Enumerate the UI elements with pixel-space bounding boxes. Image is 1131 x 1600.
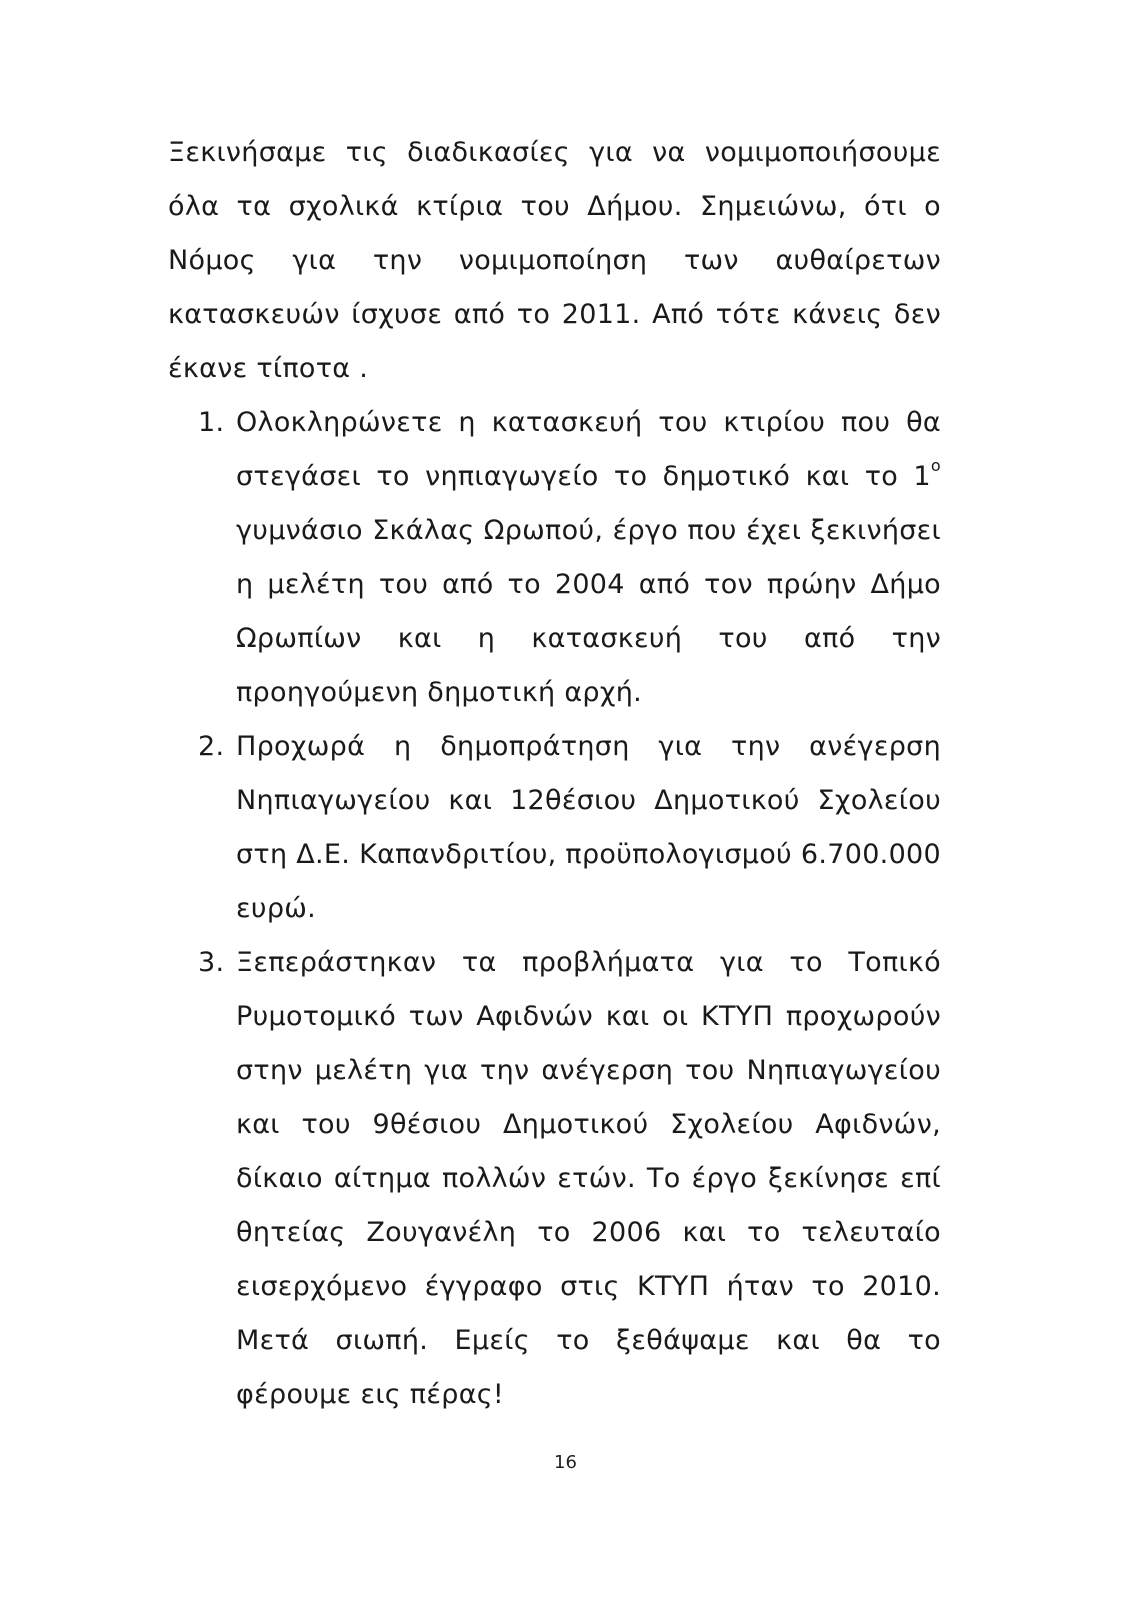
list-item [168,720,941,936]
list-item-text: Ξεπεράστηκαν τα προβλήματα για το Τοπικό Ρυμοτομικό των Αφιδνών και οι ΚΤΥΠ προχωρούν στην μελέτη για την ανέγερση του Νηπιαγωγείου και του 9θέσιου Δημοτικού Σχολείου Αφιδνών, δίκαιο αίτημα πολλών ετών. Το έργο ξεκίνησε επί θητείας Ζουγανέλη το 2006 και το τελευταίο εισερχόμενο έγγραφο στις ΚΤΥΠ ήταν το 2010. Μετά σιωπή. Εμείς το ξεθάψαμε και θα το φέρουμε εις πέρας! [236,947,941,1410]
list-item [168,936,941,1422]
superscript-ordinal: ο [930,456,941,475]
page-number: 16 [554,1452,577,1473]
list-item-text [236,396,941,720]
list-item-number: 2. [198,731,225,762]
numbered-list [168,396,941,1422]
list-item-text-part: Ολοκληρώνετε η κατασκευή του κτιρίου που θα στεγάσει το νηπιαγωγείο το δημοτικό και το 1 [236,407,941,492]
list-item-text-part: γυμνάσιο Σκάλας Ωρωπού, έργο που έχει ξεκινήσει η μελέτη του από το 2004 από τον πρώην Δήμο Ωρωπίων και η κατασκευή του από την προηγούμενη δημοτική αρχή. [236,515,941,708]
list-item-text: Προχωρά η δημοπράτηση για την ανέγερση Νηπιαγωγείου και 12θέσιου Δημοτικού Σχολείου στη Δ.Ε. Καπανδριτίου, προϋπολογισμού 6.700.000 ευρώ. [236,731,941,924]
list-item-number: 3. [198,947,225,978]
page-body [168,126,941,1422]
list-item [168,396,941,720]
list-item-number: 1. [198,407,225,438]
intro-paragraph: Ξεκινήσαμε τις διαδικασίες για να νομιμοποιήσουμε όλα τα σχολικά κτίρια του Δήμου. Σημειώνω, ότι ο Νόμος για την νομιμοποίηση των αυθαίρετων κατασκευών ίσχυσε από το 2011. Από τότε κάνεις δεν έκανε τίποτα . [168,137,941,384]
